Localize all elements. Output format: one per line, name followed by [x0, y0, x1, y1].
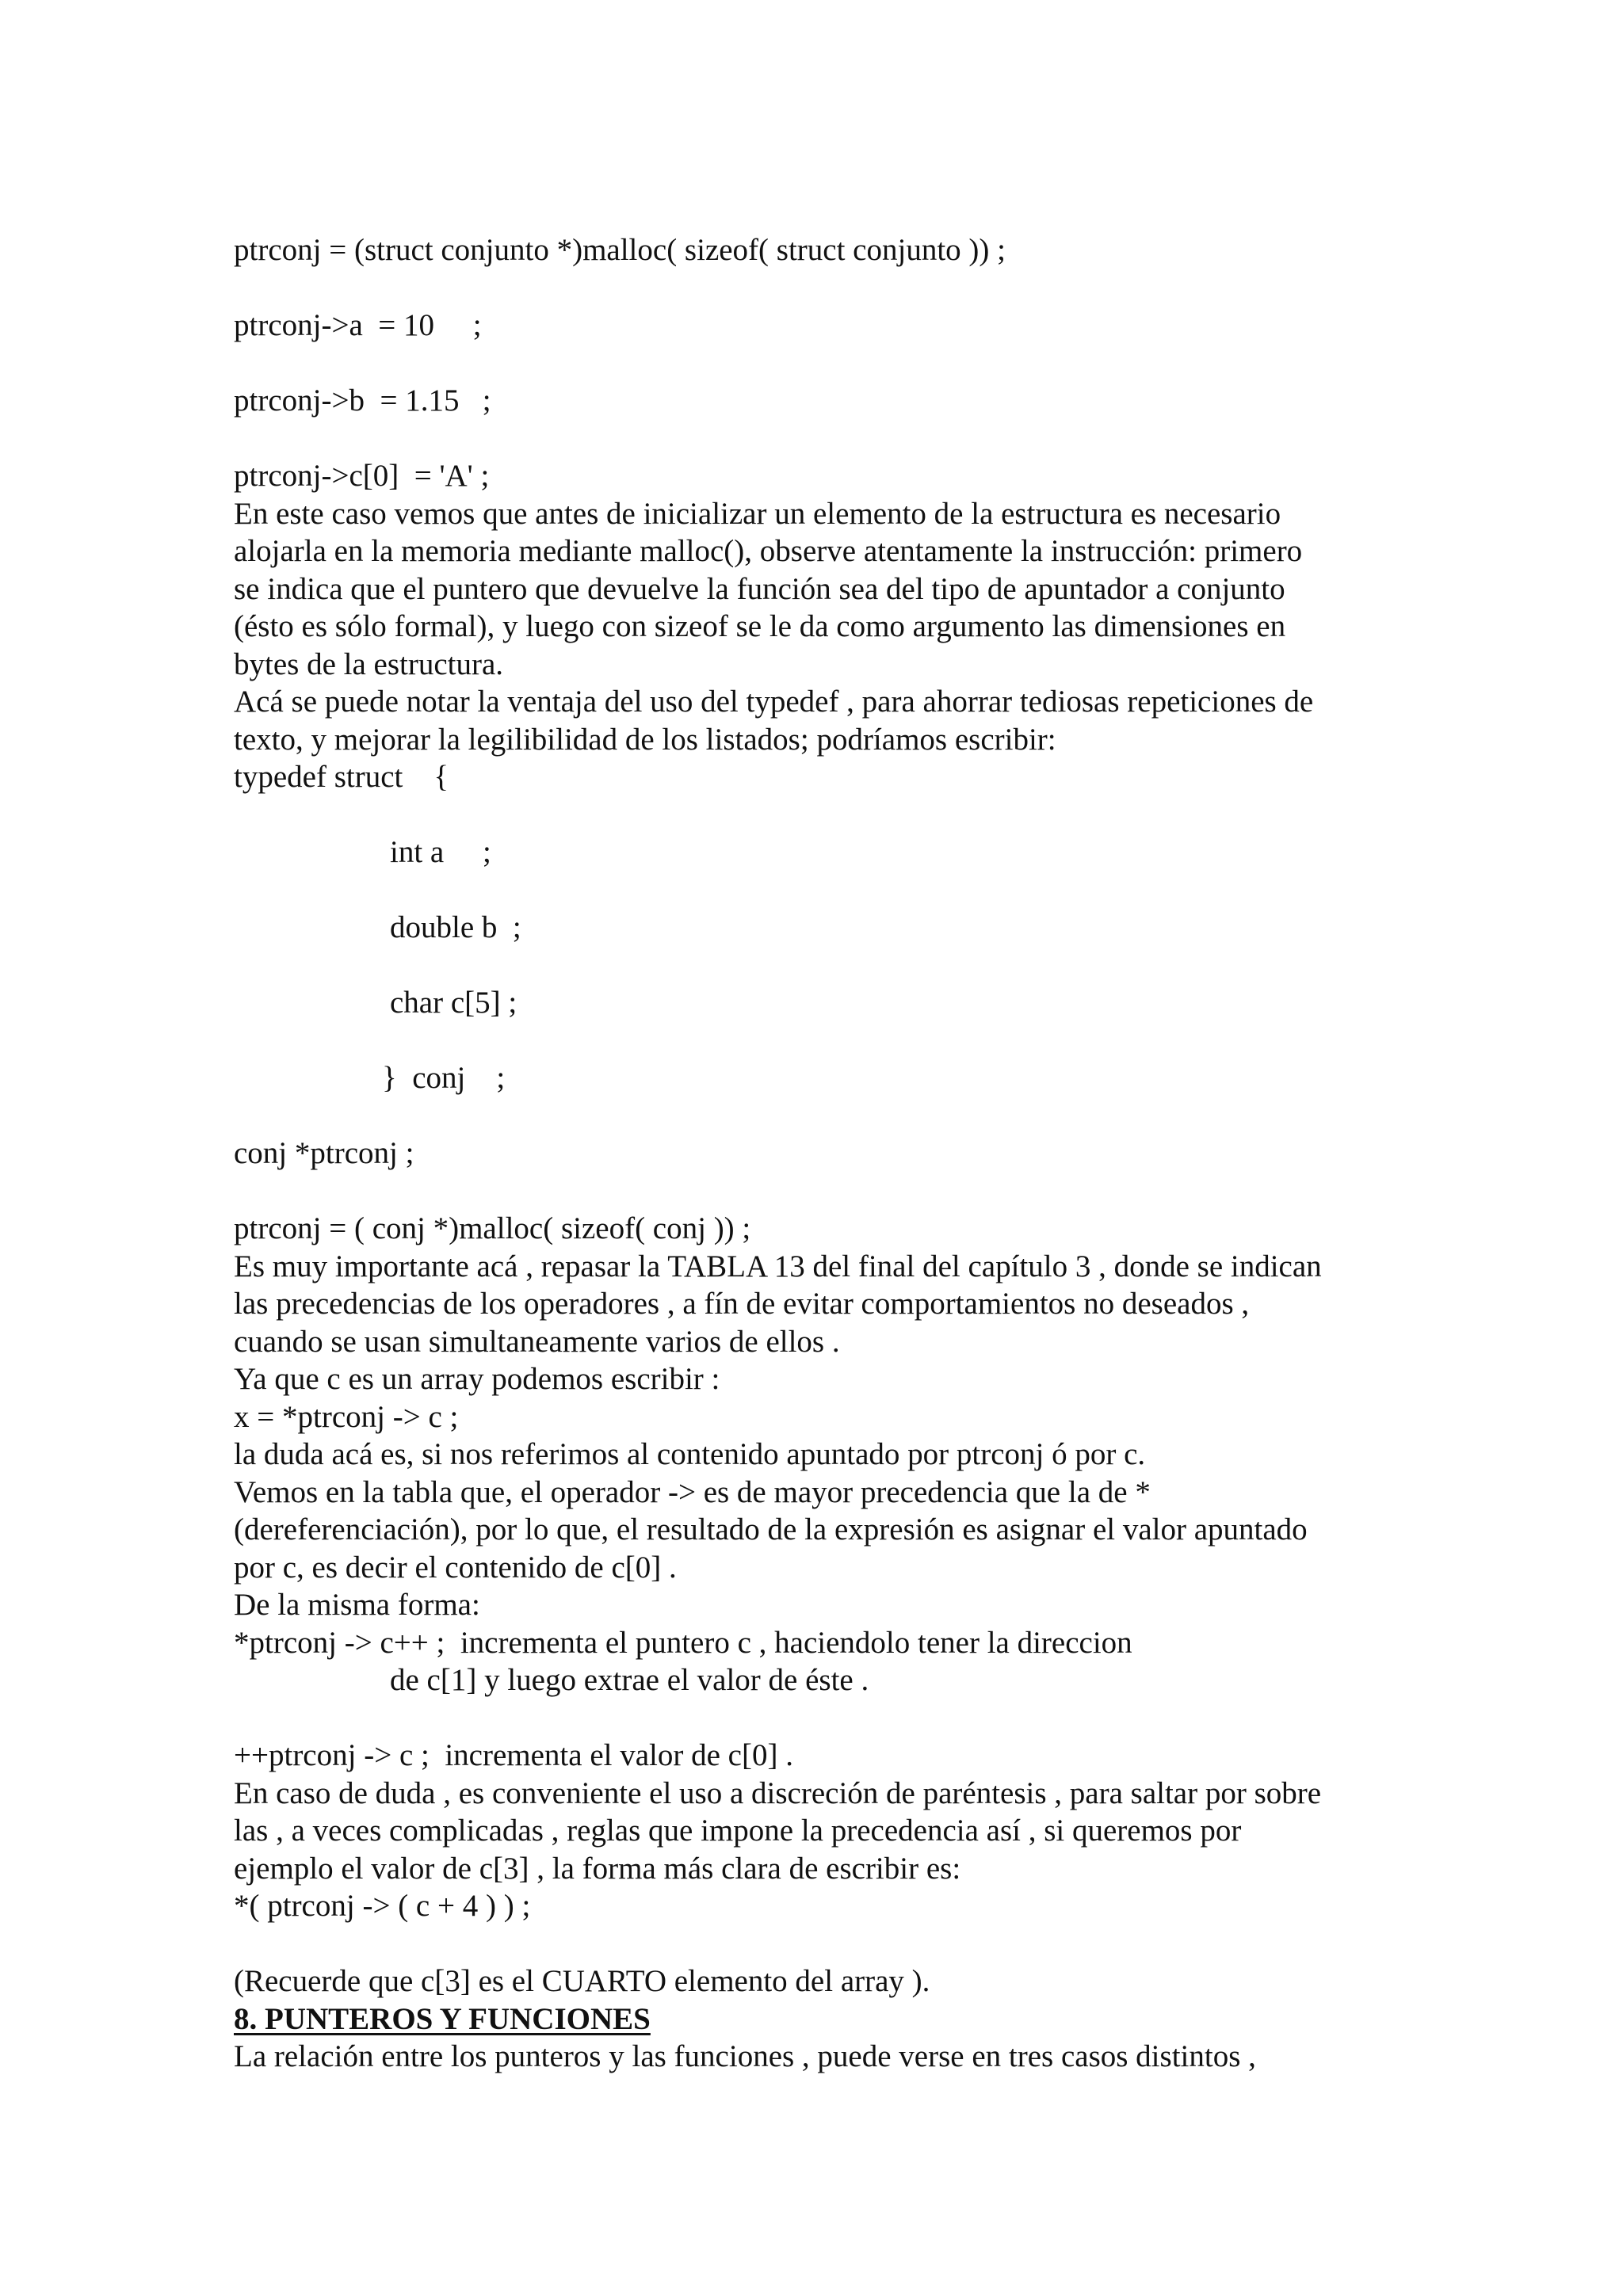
- text-line: bytes de la estructura.: [234, 646, 504, 681]
- code-line-increment-pointer: *ptrconj -> c++ ; incrementa el puntero c , haciendolo tener la direccion: [234, 1625, 1132, 1660]
- text-line: alojarla en la memoria mediante malloc(), observe atentamente la instrucción: primero: [234, 534, 1303, 568]
- blank-line: [234, 420, 1423, 458]
- text-line: la duda acá es, si nos referimos al contenido apuntado por ptrconj ó por c.: [234, 1437, 1146, 1471]
- code-line-member-int: int a ;: [390, 835, 491, 869]
- blank-line: [234, 1925, 1423, 1963]
- text-line: Ya que c es un array podemos escribir :: [234, 1362, 720, 1396]
- text-line-continuation: de c[1] y luego extrae el valor de éste .: [390, 1663, 869, 1697]
- text-line: texto, y mejorar la legilibilidad de los listados; podríamos escribir:: [234, 722, 1056, 757]
- text-line: La relación entre los punteros y las funciones , puede verse en tres casos distintos ,: [234, 2039, 1256, 2073]
- code-line-closing-brace: } conj ;: [382, 1061, 506, 1095]
- text-line: se indica que el puntero que devuelve la función sea del tipo de apuntador a conjunto: [234, 571, 1285, 606]
- code-line-malloc-conj: ptrconj = ( conj *)malloc( sizeof( conj )) ;: [234, 1211, 751, 1245]
- code-line-assign-c0: ptrconj->c[0] = 'A' ;: [234, 459, 490, 493]
- text-line: las , a veces complicadas , reglas que impone la precedencia así , si queremos por: [234, 1814, 1242, 1848]
- code-line-declare-pointer: conj *ptrconj ;: [234, 1136, 414, 1170]
- blank-line: [234, 1699, 1423, 1737]
- code-line-parentheses: *( ptrconj -> ( c + 4 ) ) ;: [234, 1889, 531, 1923]
- blank-line: [234, 947, 1423, 985]
- text-line: Vemos en la tabla que, el operador -> es de mayor precedencia que la de *: [234, 1474, 1151, 1509]
- blank-line: [234, 1097, 1423, 1135]
- text-line: De la misma forma:: [234, 1588, 480, 1622]
- code-line-typedef: typedef struct {: [234, 760, 449, 794]
- text-line: (Recuerde que c[3] es el CUARTO elemento del array ).: [234, 1964, 930, 1998]
- code-line-assign-b: ptrconj->b = 1.15 ;: [234, 383, 491, 418]
- blank-line: [234, 1022, 1423, 1060]
- blank-line: [234, 871, 1423, 910]
- text-line: cuando se usan simultaneamente varios de ellos .: [234, 1324, 840, 1359]
- code-line-malloc-struct: ptrconj = (struct conjunto *)malloc( sizeof( struct conjunto )) ;: [234, 233, 1006, 267]
- blank-line: [234, 1173, 1423, 1211]
- blank-line: [234, 269, 1423, 307]
- code-line-deref: x = *ptrconj -> c ;: [234, 1399, 459, 1434]
- code-line-increment-value: ++ptrconj -> c ; incrementa el valor de c[0] .: [234, 1738, 793, 1772]
- text-line: (ésto es sólo formal), y luego con sizeof se le da como argumento las dimensiones en: [234, 609, 1286, 643]
- page-body: [234, 231, 1423, 2076]
- code-line-assign-a: ptrconj->a = 10 ;: [234, 308, 482, 342]
- text-line: En caso de duda , es conveniente el uso a discreción de paréntesis , para saltar por sobre: [234, 1775, 1322, 1810]
- text-line: por c, es decir el contenido de c[0] .: [234, 1550, 677, 1585]
- text-line: En este caso vemos que antes de inicializar un elemento de la estructura es necesario: [234, 496, 1281, 531]
- text-line: Es muy importante acá , repasar la TABLA 13 del final del capítulo 3 , donde se indican: [234, 1249, 1322, 1283]
- section-heading: 8. PUNTEROS Y FUNCIONES: [234, 2001, 651, 2036]
- text-line: ejemplo el valor de c[3] , la forma más clara de escribir es:: [234, 1851, 961, 1886]
- text-line: las precedencias de los operadores , a fín de evitar comportamientos no deseados ,: [234, 1287, 1250, 1321]
- code-line-member-double: double b ;: [390, 910, 521, 944]
- text-line: Acá se puede notar la ventaja del uso del typedef , para ahorrar tediosas repeticiones de: [234, 685, 1314, 719]
- text-line: (dereferenciación), por lo que, el resultado de la expresión es asignar el valor apuntado: [234, 1512, 1308, 1547]
- blank-line: [234, 345, 1423, 383]
- blank-line: [234, 796, 1423, 834]
- code-line-member-char: char c[5] ;: [390, 986, 517, 1020]
